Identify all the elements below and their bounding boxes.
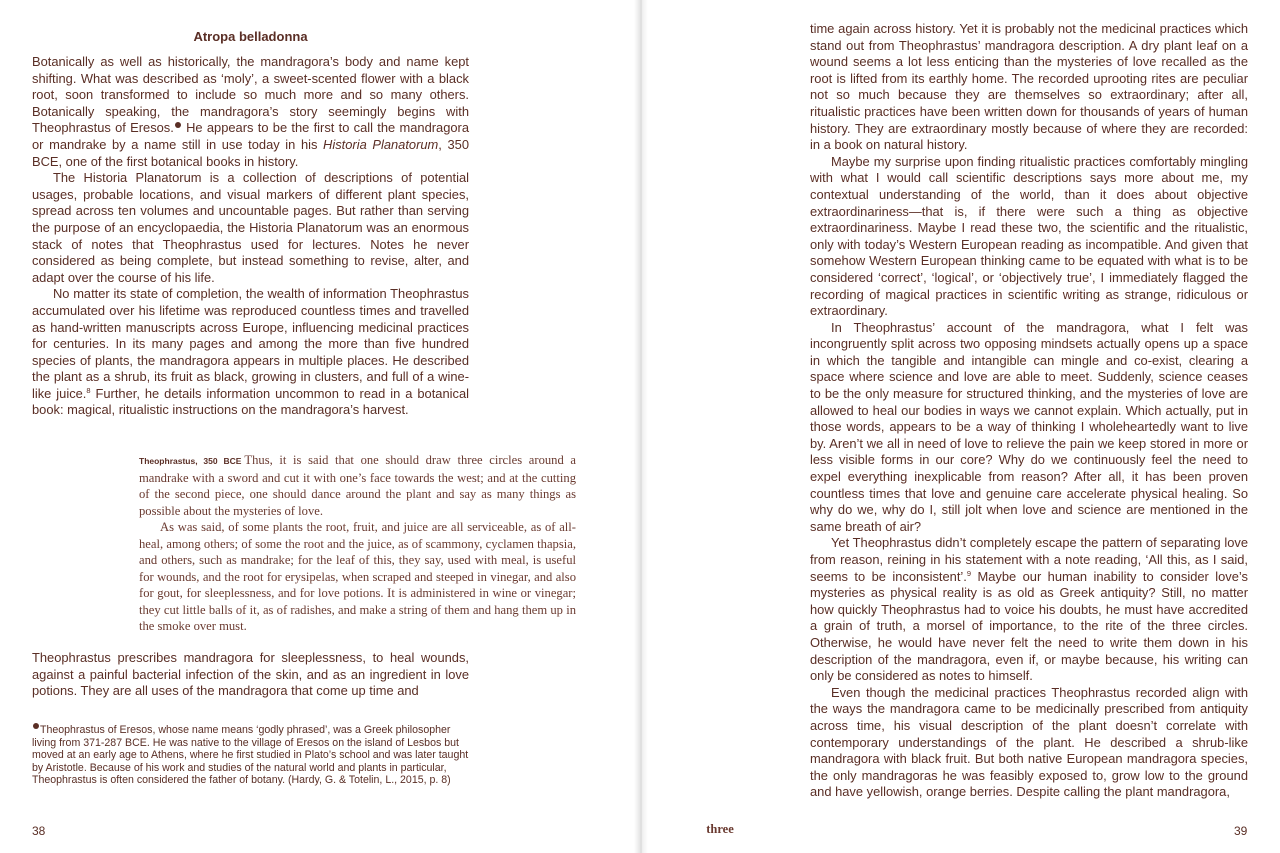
book-title: Historia Planatorum <box>323 136 439 152</box>
footnote-marker-icon <box>33 723 39 729</box>
footnote <box>32 723 469 787</box>
paragraph: Botanically as well as historically, the mandragora’s body and name kept shifting. What was described as ‘moly’, a sweet-scented flower with a black root, soon transformed to include so much more and so many others. Botanically speaking, the mandragora’s story seemingly begins with Theophrastus of Eresos. He appears to be the first to call the mandragora or mandrake by a name still in use today in his Historia Planatorum, 350 BCE, one of the first botanical books in history. <box>32 54 470 169</box>
paragraph: Theophrastus prescribes mandragora for sleeplessness, to heal wounds, against a painful bacterial infection of the skin, and as an ingredient in love potions. They are all uses of the mandragora that come up time and <box>32 650 469 699</box>
book-gutter-shadow <box>634 0 648 853</box>
chapter-title: Atropa belladonna <box>193 29 308 44</box>
paragraph: Maybe my surprise upon finding ritualistic practices comfortably mingling with what I would call scientific descriptions says more about me, my contextual understanding of the world, than it does about objective extraordinariness—that is, if there were such a thing as objective extraordinariness. Maybe I read these two, the scientific and the ritualistic, only with today’s Western European reading as incompatible. And given that somehow Western European thinking came to be equated with what is to be considered ‘correct’, ‘logical’, or ‘objectively true’, I immediately flagged the recording of magical practices in scientific writing as strange, ridiculous or extraordinary. <box>810 153 1248 319</box>
paragraph: The Historia Planatorum is a collection of descriptions of potential usages, probable locations, and visual markers of different plant species, spread across ten volumes and uncountable pages. But rather than serving the purpose of an encyclopaedia, the Historia Planatorum was an enormous stack of notes that Theophrastus used for lectures. Notes he never considered as being complete, but instead something to revise, alter, and adapt over the course of his life. <box>32 170 469 285</box>
footnote-reference: 9 <box>966 568 972 578</box>
left-body-text <box>32 54 469 419</box>
block-quote <box>139 452 576 635</box>
footnote-body: Theophrastus of Eresos, whose name means ‘godly phrased’, was a Greek philosopher living from 371-287 BCE. He was native to the village of Eresos on the island of Lesbos but moved at an early age to Athens, where he first studied in Plato’s school and was later taught by Aristotle. Because of his work and studies of the natural world and plants in particular, Theophrastus is often considered the father of botany. (Hardy, G. & Totelin, L., 2015, p. 8) <box>32 724 469 787</box>
quote-paragraph <box>139 452 576 519</box>
page-number-left: 38 <box>32 824 46 838</box>
paragraph: No matter its state of completion, the wealth of information Theophrastus accumulated over his lifetime was reproduced countless times and travelled as hand-written manuscripts across Europe, influencing medicinal practices for centuries. In its many pages and among the more than five hundred species of plants, the mandragora appears in multiple places. He described the plant as a shrub, its fruit as black, growing in clusters, and full of a wine-like juice.$^8$ Further, he details information uncommon to read in a botanical book: magical, ritualistic instructions on the mandragora’s harvest. <box>32 286 469 418</box>
quote-text: Thus, it is said that one should draw three circles around a mandrake with a sword and cut it with one’s face towards the west; and at the cutting of the second piece, one should dance around the plant and say as many things as possible about the mysteries of love. <box>139 453 576 518</box>
page-number-right: 39 <box>1234 824 1248 838</box>
footnote-reference: 8 <box>86 385 91 395</box>
quote-paragraph: As was said, of some plants the root, fruit, and juice are all serviceable, as of all-heal, among others; of some the root and the juice, as of scammony, cyclamen thapsia, and others, such as mandrake; for the leaf of this, they say, used with meal, is useful for wounds, and the root for erysipelas, when scraped and steeped in vinegar, and also for gout, for sleeplessness, and for love potions. It is administered in wine or vinegar; they cut little balls of it, as of radishes, and make a string of them and hang them up in the smoke over must. <box>139 520 576 634</box>
paragraph: In Theophrastus’ account of the mandragora, what I felt was incongruently split across two opposing mindsets actually opens up a space in which the tangible and intangible can mingle and co-exist, clearing a space where science and love are able to meet. Suddenly, science ceases to be the only measure for structured thinking, and the mysteries of love are allowed to heal our bodies in ways we cannot explain. Which actually, put in those words, appears to be a way of thinking I wholeheartedly want to live by. Aren’t we all in need of love to relieve the pain we keep stored in more or less visible forms in our core? Why do we continuously feel the need to expel everything inexplicable from reason? After all, it has been proven countless times that love and genuine care accelerate physical healing. So why do we, why do I, still jolt when love and science are mentioned in the same breath of air? <box>810 319 1248 534</box>
right-body-text <box>810 21 1248 801</box>
quote-attribution: Theophrastus, 350 BCE <box>139 456 242 466</box>
left-body-text-bottom <box>32 650 469 700</box>
paragraph: time again across history. Yet it is probably not the medicinal practices which stand out from Theophrastus’ mandragora description. A dry plant leaf on a wound seems a lot less enticing than the mysteries of love recalled as the root is lifted from its earthly home. The recorded uprooting rites are peculiar not so much because they are themselves so extraordinary; after all, ritualistic practices have been written down for thousands of years of human history. They are extraordinary mostly because of where they are recorded: in a book on natural history. <box>810 21 1248 153</box>
paragraph: Even though the medicinal practices Theophrastus recorded align with the ways the mandragora came to be medicinally prescribed from antiquity across time, his visual description of the plant doesn’t correlate with contemporary understandings of the plant. He described a shrub-like mandragora with black fruit. But both native European mandragora species, the only mandragoras he was feasibly exposed to, grow low to the ground and have yellowish, orange berries. Despite calling the plant mandragora, <box>810 684 1248 800</box>
right-page <box>640 0 1280 853</box>
footnote-marker-icon <box>175 122 181 128</box>
footnote-text <box>32 723 469 787</box>
paragraph: Yet Theophrastus didn’t completely escape the pattern of separating love from reason, reining in his statement with a note reading, ‘All this, as I said, seems to be inconsistent’.$^9$ Maybe our human inability to consider love’s mysteries as physical reality is as old as Greek antiquity? Still, no matter how quickly Theophrastus had to voice his doubts, he must have accredited a grain of truth, a morsel of importance, to the rite of the three circles. Otherwise, he would have never felt the need to write them down in his description of the mandragora, even if, or maybe because, his writing can only be considered as notes to himself. <box>810 535 1248 684</box>
section-marker: three <box>706 822 734 836</box>
